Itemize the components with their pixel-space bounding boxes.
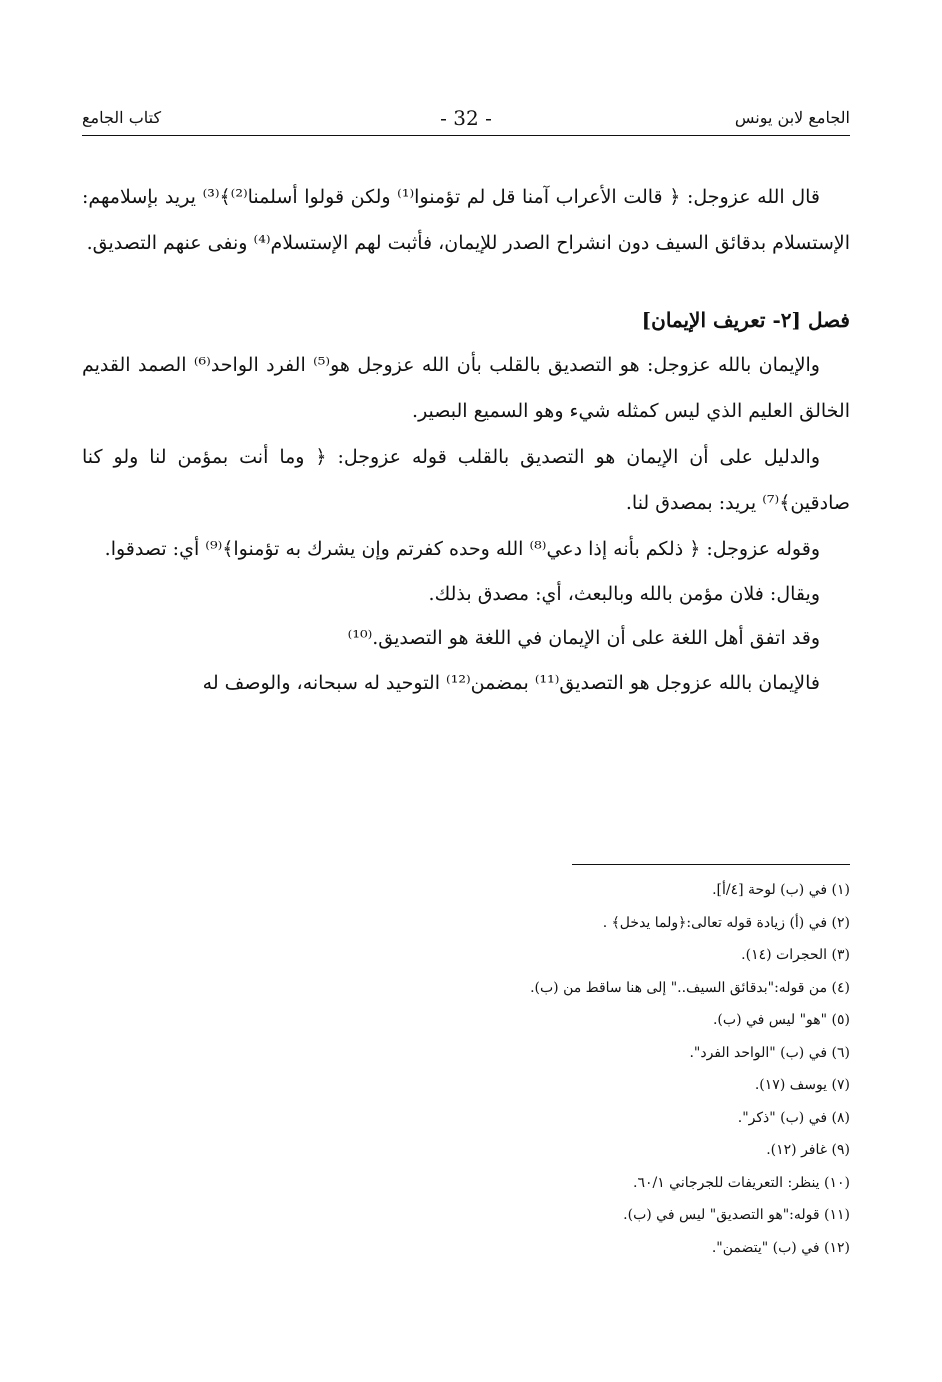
section-heading: فصل [٢- تعريف الإيمان] <box>641 308 850 332</box>
paragraph: قال الله عزوجل: ﴿ قالت الأعراب آمنا قل لم تؤمنوا⁽¹⁾ ولكن قولوا أسلمنا⁽²⁾﴾⁽³⁾ يريد بإسلامهم: الإستسلام بدقائق السيف دون انشراح الصدر للإيمان، فأثبت لهم الإستسلام⁽⁴⁾ ونفى عنهم التصديق. <box>82 186 850 254</box>
footnote: (١٢) في (ب) "يتضمن". <box>711 1239 850 1256</box>
paragraph: والدليل على أن الإيمان هو التصديق بالقلب قوله عزوجل: ﴿ وما أنت بمؤمن لنا ولو كنا صادقين﴾⁽⁷⁾ يريد: بمصدق لنا. <box>82 446 850 514</box>
footnote: (٩) غافر (١٢). <box>766 1142 850 1158</box>
header-section-title: كتاب الجامع <box>82 108 162 127</box>
footnote: (٤) من قوله:"بدقائق السيف.." إلى هنا ساقط من (ب). <box>530 979 850 996</box>
footnote: (٢) في (أ) زيادة قوله تعالى:﴿ولما يدخل﴾ . <box>602 914 850 931</box>
footnote: (١٠) ينظر: التعريفات للجرجاني ٦٠/١. <box>633 1174 850 1191</box>
paragraph: والإيمان بالله عزوجل: هو التصديق بالقلب بأن الله عزوجل هو⁽⁵⁾ الفرد الواحد⁽⁶⁾ الصمد القديم الخالق العليم الذي ليس كمثله شيء وهو السميع البصير. <box>82 354 850 422</box>
header-rule <box>82 135 850 136</box>
paragraph: وقوله عزوجل: ﴿ ذلكم بأنه إذا دعي⁽⁸⁾ الله وحده كفرتم وإن يشرك به تؤمنوا﴾⁽⁹⁾ أي: تصدقوا. <box>104 538 820 560</box>
page-number: - 32 - <box>440 106 492 130</box>
footnote: (٥) "هو" ليس في (ب). <box>712 1012 850 1028</box>
paragraph: وقد اتفق أهل اللغة على أن الإيمان في اللغة هو التصديق.⁽¹⁰⁾ <box>347 627 820 649</box>
footnote: (١) في (ب) لوحة [٤/أ]. <box>712 882 850 898</box>
footnote: (١١) قوله:"هو التصديق" ليس في (ب). <box>623 1207 850 1223</box>
footnote: (٦) في (ب) "الواحد الفرد". <box>689 1044 850 1061</box>
paragraph: فالإيمان بالله عزوجل هو التصديق⁽¹¹⁾ بمضمن⁽¹²⁾ التوحيد له سبحانه، والوصف له <box>202 672 820 694</box>
paragraph: ويقال: فلان مؤمن بالله وبالبعث، أي: مصدق بذلك. <box>428 583 820 605</box>
footnote: (٣) الحجرات (١٤). <box>741 947 850 963</box>
footnote: (٨) في (ب) "ذكر". <box>737 1109 850 1126</box>
main-text <box>82 174 850 706</box>
footnote-separator <box>572 864 850 865</box>
running-header <box>82 104 850 136</box>
header-book-title: الجامع لابن يونس <box>734 108 850 127</box>
footnotes <box>250 874 850 1264</box>
footnote: (٧) يوسف (١٧). <box>754 1077 850 1093</box>
